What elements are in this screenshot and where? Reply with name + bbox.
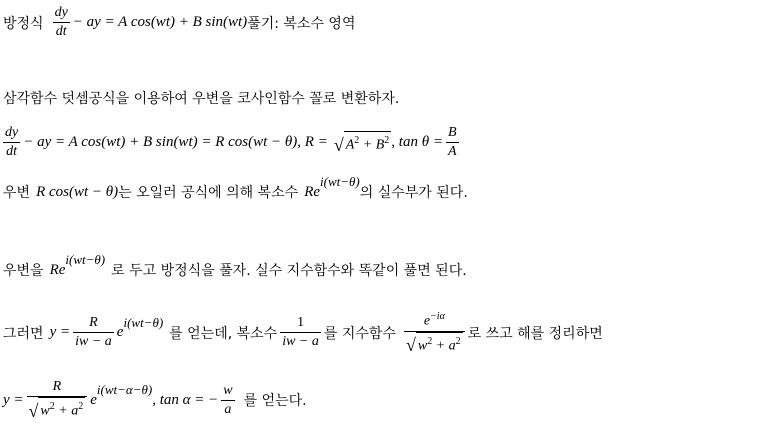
label-equation: 방정식: [3, 15, 44, 32]
tan-alpha-label: , tan α = −: [152, 391, 219, 408]
equation-line-1: [3, 4, 355, 41]
expr-reit-base: Re: [304, 183, 321, 200]
fraction-r-over-iw-a: $\frac{R}{iw - a}$: [75, 315, 112, 350]
paragraph-trig-addition: 삼각함수 덧셈공식을 이용하여 우변을 코사인함수 꼴로 변환하자.: [3, 91, 400, 107]
text-line-5: 우변을 Re i(wt−θ) 로 두고 방정식을 풀자. 실수 지수함수와 똑같이 풀면 된다.: [3, 252, 467, 279]
expr-reit-base-2: Re: [49, 261, 66, 278]
equation-line-3: [3, 124, 462, 161]
equation-rhs: − ay = A cos(wt) + B sin(wt): [72, 14, 248, 30]
equation-line-6: 그러면 y = $\frac{R}{iw - a}$ e i(wt−θ) 를 얻는데, 복소수 $\frac{1}{iw - a}$ 를 지수함수 $e^{-i\alpha}$ √ $w^2 + a^2$ 로 쓰고 해를 정리하면: [3, 308, 603, 357]
fraction-r-over-sqrt: R √ $w^2 + a^2$: [27, 378, 88, 423]
fraction-dy-dt-2: $\frac{dy}{dt}$: [5, 125, 19, 159]
fraction-1-over-iw-a: $\frac{1}{iw - a}$: [282, 315, 319, 350]
fraction-exp-over-sqrt: $e^{-i\alpha}$ √ $w^2 + a^2$: [404, 308, 465, 357]
sqrt-a2-b2: √ $A^2 + B^2$: [334, 131, 391, 154]
fraction-b-a: $\frac{B}{A}$: [447, 125, 457, 159]
fraction-w-a: $\frac{w}{a}$: [223, 382, 233, 417]
expr-reit-exp-2: i(wt−θ): [65, 252, 106, 267]
expr-reit-exp: i(wt−θ): [320, 174, 360, 189]
equation-expansion: − ay = A cos(wt) + B sin(wt) = R cos(wt − θ), R =: [23, 134, 328, 150]
expr-rcos: R cos(wt − θ): [36, 183, 119, 200]
tan-theta-label: , tan θ =: [391, 134, 443, 150]
text-line-4: 우변 R cos(wt − θ) 는 오일러 공식에 의해 복소수 Re i(wt−θ) 의 실수부가 된다.: [3, 174, 468, 201]
text-line-2: [3, 88, 399, 108]
solve-complex-domain: 풀기: 복소수 영역: [247, 15, 356, 32]
fraction-dy-dt: $\frac{dy}{dt}$: [54, 5, 68, 39]
equation-line-7: y = R √ $w^2 + a^2$ e i(wt−α−θ) , tan α = − $\frac{w}{a}$ 를 얻는다.: [3, 379, 307, 421]
